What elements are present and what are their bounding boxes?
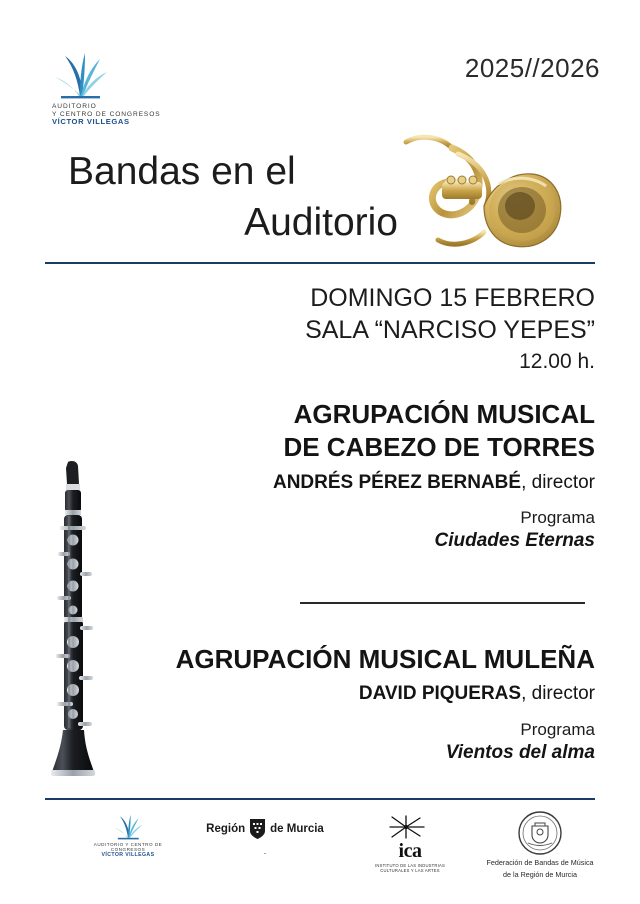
group-1-program-title: Ciudades Eternas: [434, 529, 595, 551]
group-1-director: [155, 468, 595, 498]
divider-bottom: [45, 798, 595, 800]
divider-top: [45, 262, 595, 264]
federacion-caption-line-1: Federación de Bandas de Música: [486, 858, 594, 867]
brand-line-2: Y CENTRO DE CONGRESOS: [52, 110, 161, 118]
group-1-name-line-1: AGRUPACIÓN MUSICAL: [293, 399, 595, 429]
french-horn-image: [380, 120, 570, 270]
footer-auditorio-line-1: AUDITORIO Y CENTRO DE CONGRESOS: [93, 842, 163, 852]
region-underline: .: [263, 846, 267, 856]
region-text-left: Región: [206, 823, 246, 835]
auditorio-leaf-icon: [52, 48, 108, 100]
federacion-seal-icon: [517, 810, 563, 856]
brand-line-3: VÍCTOR VILLEGAS: [52, 117, 130, 127]
group-1-director-name: ANDRÉS PÉREZ BERNABÉ: [272, 471, 522, 493]
group-2-program-title: Vientos del alma: [445, 741, 595, 763]
ica-star-icon: [365, 814, 455, 840]
season-year: 2025//2026: [464, 53, 600, 83]
auditorio-leaf-icon: [113, 812, 143, 840]
murcia-shield-icon: [249, 818, 266, 840]
footer-ica-logo: [365, 814, 455, 874]
footer-auditorio-logo: [83, 812, 173, 858]
auditorio-logo: [52, 48, 222, 127]
event-time: 12.00 h.: [519, 350, 595, 373]
group-1-program-label: Programa: [520, 507, 595, 527]
group-2-program-label: Programa: [520, 719, 595, 739]
page-title: [68, 146, 398, 249]
auditorio-logo-text: [52, 103, 222, 127]
event-info: [175, 282, 595, 378]
group-1-director-role: , director: [521, 471, 595, 493]
ica-wordmark: ica: [398, 840, 422, 862]
federacion-caption-line-2: de la Región de Murcia: [503, 870, 577, 880]
footer-region-murcia-logo: [205, 818, 325, 856]
event-date: DOMINGO 15 FEBRERO: [310, 284, 595, 312]
group-block-1: [155, 398, 595, 555]
group-1-name-line-2: DE CABEZO DE TORRES: [283, 432, 595, 463]
footer-auditorio-line-2: VÍCTOR VILLEGAS: [101, 852, 155, 858]
title-line-2: Auditorio: [244, 201, 398, 245]
footer-federacion-logo: [475, 810, 605, 880]
title-line-1: Bandas en el: [68, 150, 296, 193]
group-2-name-line-1: AGRUPACIÓN MUSICAL MULEÑA: [175, 644, 595, 674]
divider-between-groups: [300, 602, 585, 604]
region-text-right: de Murcia: [270, 823, 324, 835]
ica-subtitle: INSTITUTO DE LAS INDUSTRIAS CULTURALES Y LAS ARTES: [374, 863, 445, 874]
footer-logos: [45, 806, 595, 896]
group-2-director-role: , director: [521, 683, 595, 705]
group-block-2: [155, 643, 595, 766]
brand-line-1: AUDITORIO: [52, 103, 97, 110]
event-hall: SALA “NARCISO YEPES”: [305, 316, 595, 344]
group-2-director-name: DAVID PIQUERAS: [358, 683, 522, 705]
clarinet-image: [44, 460, 106, 790]
group-2-director: [155, 679, 595, 709]
